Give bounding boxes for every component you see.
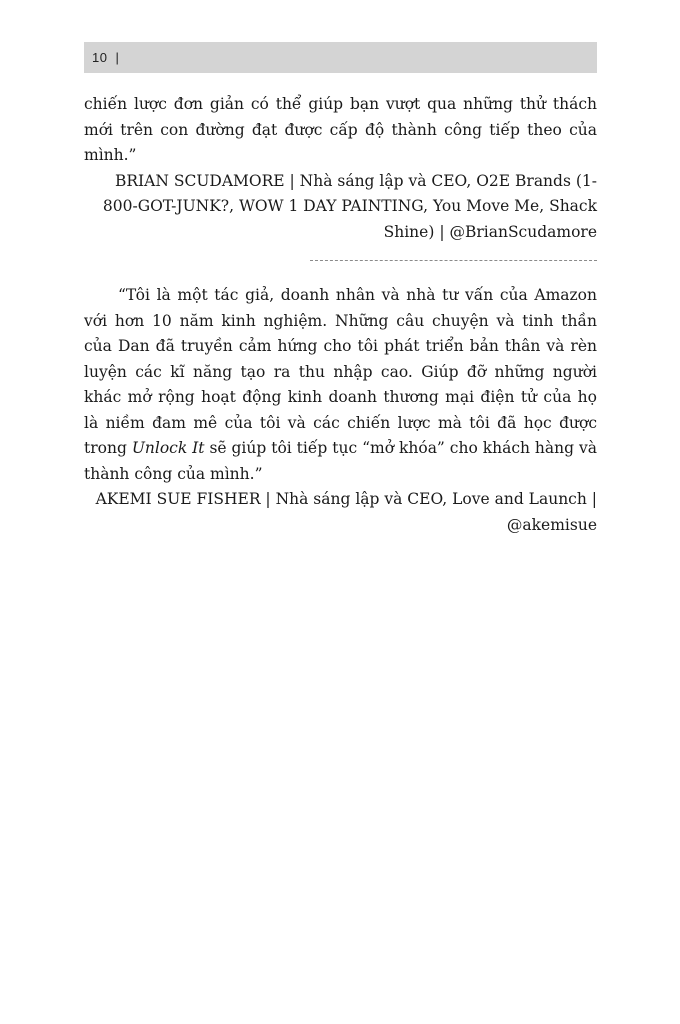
quote-attribution-brian-scudamore: BRIAN SCUDAMORE | Nhà sáng lập và CEO, O2E Brands (1-800-GOT-JUNK?, WOW 1 DAY PAINTING, You Move Me, Shack Shine) | @BrianScudamore <box>102 171 597 241</box>
quote-text-akemi <box>84 283 597 487</box>
dashed-divider <box>310 260 597 261</box>
quote-text-part-1: “Tôi là một tác giả, doanh nhân và nhà tư vấn của Amazon với hơn 10 năm kinh nghiệm. Những câu chuyện và tinh thần của Dan đã truyền cảm hứng cho tôi phát triển bản thân và rèn luyện các kĩ năng tạo ra thu nhập cao. Giúp đỡ những người khác mở rộng hoạt động kinh doanh thương mại điện tử của họ là niềm đam mê của tôi và các chiến lược mà tôi đã học được trong <box>84 286 597 457</box>
page-header-bar <box>84 42 597 73</box>
book-title: Unlock It <box>131 439 205 457</box>
page-content <box>84 92 597 538</box>
quote-text-part-2: sẽ giúp tôi tiếp tục “mở khóa” cho khách hàng và thành công của mình.” <box>84 439 597 483</box>
quote-continuation-text: chiến lược đơn giản có thể giúp bạn vượt qua những thử thách mới trên con đường đạt được cấp độ thành công tiếp theo của mình.” <box>84 95 597 164</box>
quote-attribution-akemi-sue-fisher: AKEMI SUE FISHER | Nhà sáng lập và CEO, Love and Launch | @akemisue <box>95 490 597 534</box>
page-number-separator: | <box>115 50 119 65</box>
page-number: 10 <box>92 50 108 65</box>
